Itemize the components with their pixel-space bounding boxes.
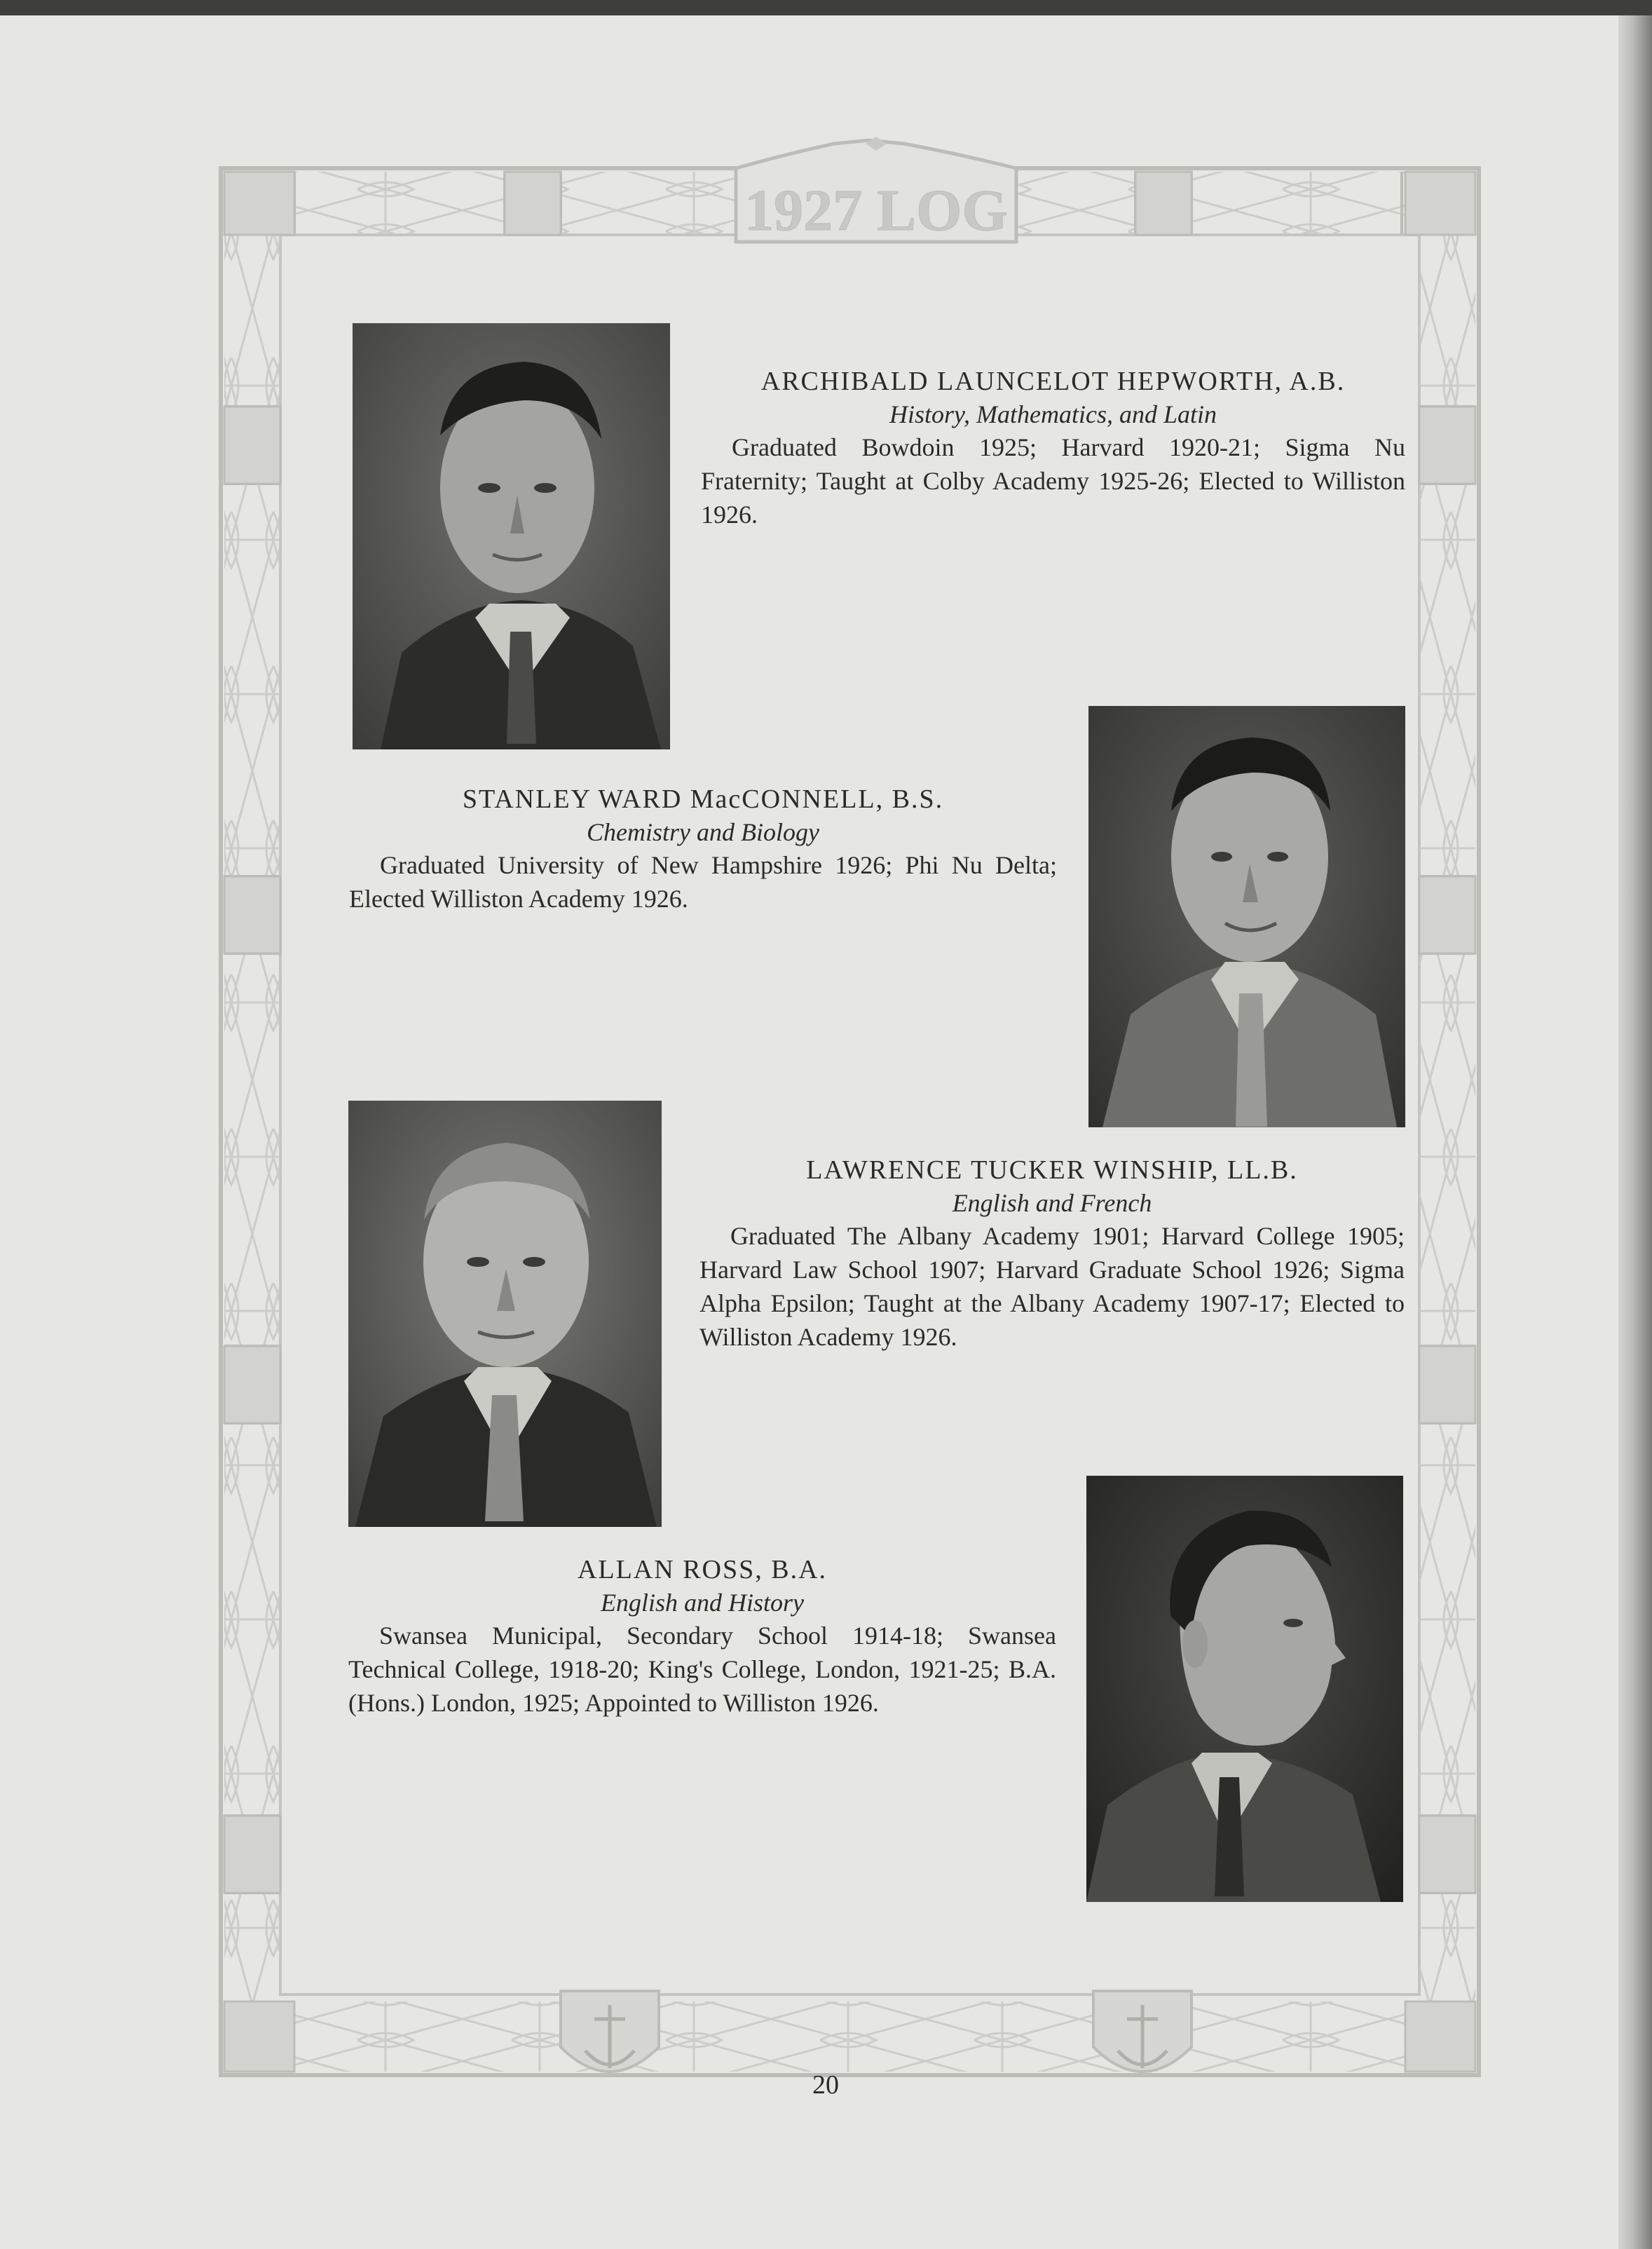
faculty-subjects: English and French [952, 1189, 1152, 1217]
faculty-name: ARCHIBALD LAUNCELOT HEPWORTH, A.B. [760, 367, 1346, 396]
faculty-subjects: History, Mathematics, and Latin [889, 400, 1217, 428]
faculty-name: ALLAN ROSS, B.A. [577, 1555, 828, 1584]
portrait-macconnell [1088, 706, 1405, 1127]
faculty-bio: Graduated The Albany Academy 1901; Harvard College 1905; Harvard Law School 1907; Harvard Graduate School 1926; Sigma Alpha Epsilon; Taught at the Albany Academy 1907-17; Elected to Williston Academy 1926. [699, 1222, 1405, 1351]
faculty-entry-hepworth [701, 365, 1405, 531]
faculty-bio: Graduated University of New Hampshire 1926; Phi Nu Delta; Elected Williston Academy 1926. [349, 851, 1057, 913]
faculty-entry-ross [348, 1553, 1056, 1720]
faculty-subjects: Chemistry and Biology [587, 818, 819, 846]
faculty-bio: Graduated Bowdoin 1925; Harvard 1920-21; Sigma Nu Fraternity; Taught at Colby Academy 1925-26; Elected to Williston 1926. [701, 433, 1405, 529]
portrait-ross [1086, 1476, 1403, 1902]
portrait-winship [348, 1101, 662, 1527]
faculty-name: LAWRENCE TUCKER WINSHIP, LL.B. [806, 1155, 1298, 1185]
portrait-hepworth [353, 323, 670, 749]
faculty-name: STANLEY WARD MacCONNELL, B.S. [462, 784, 944, 814]
faculty-entry-macconnell [349, 782, 1057, 916]
faculty-entry-winship [699, 1153, 1405, 1354]
svg-text:1927 LOG: 1927 LOG [744, 178, 1008, 243]
page-number: 20 [812, 2070, 839, 2100]
faculty-bio: Swansea Municipal, Secondary School 1914-18; Swansea Technical College, 1918-20; King's College, London, 1921-25; B.A. (Hons.) London, 1925; Appointed to Williston 1926. [348, 1622, 1056, 1717]
header-title [736, 168, 1016, 245]
faculty-subjects: English and History [600, 1589, 804, 1617]
